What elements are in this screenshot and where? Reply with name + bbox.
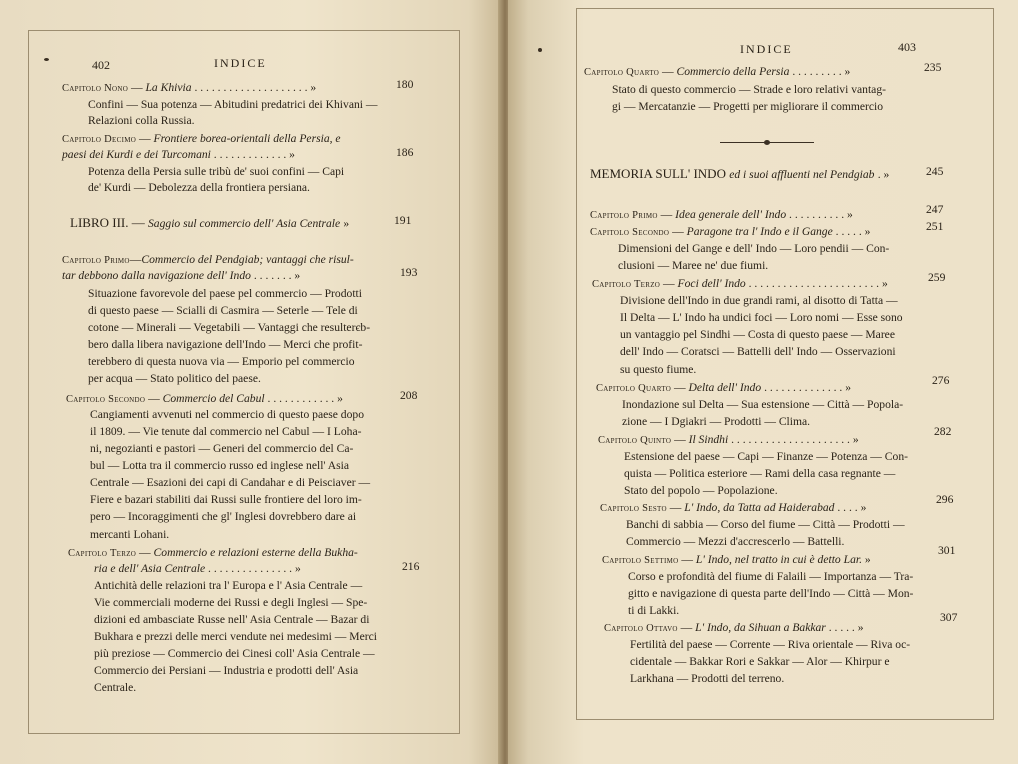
toc-description: ti di Lakki. xyxy=(628,604,680,617)
page-ref: 245 xyxy=(926,165,944,178)
toc-description: mercanti Lohani. xyxy=(90,528,170,541)
ink-spot xyxy=(538,48,542,52)
toc-description: su questo fiume. xyxy=(620,363,697,376)
toc-description: Antichità delle relazioni tra l' Europa e l' Asia Centrale — xyxy=(94,579,363,592)
toc-description: dizioni ed ambasciate Russe nell' Asia Centrale — Bazar di xyxy=(94,613,370,626)
page-ref: 301 xyxy=(938,544,956,557)
toc-description: Situazione favorevole del paese pel commercio — Prodotti xyxy=(88,287,362,300)
toc-description: Corso e profondità del fiume di Falaili — Importanza — Tra- xyxy=(628,570,914,583)
toc-description: pero — Incoraggimenti che gl' Inglesi dovrebbero dare ai xyxy=(90,510,357,523)
toc-description: più preziose — Commercio dei Cinesi coll' Asia Centrale — xyxy=(94,647,375,660)
toc-entry-heading[interactable]: Capitolo Nono — La Khivia . . . . . . . . . . . . . . . . . . . . » xyxy=(62,81,317,94)
toc-description: Cangiamenti avvenuti nel commercio di questo paese dopo xyxy=(90,408,364,421)
toc-description: quista — Politica esteriore — Rami della casa regnante — xyxy=(624,467,896,480)
page-ref: 251 xyxy=(926,220,944,233)
toc-description: terebbero di questa nuova via — Emporio pel commercio xyxy=(88,355,355,368)
toc-entry-heading-cont: ria e dell' Asia Centrale . . . . . . . . . . . . . . . » xyxy=(94,562,301,575)
toc-description: Vie commerciali moderne dei Russi e degli Inglesi — Spe- xyxy=(94,596,368,609)
page-ref: 186 xyxy=(396,146,414,159)
toc-description: gitto e navigazione di questa parte dell'Indo — Città — Mon- xyxy=(628,587,914,600)
toc-description: gi — Mercatanzie — Progetti per migliorare il commercio xyxy=(612,100,884,113)
toc-description: Banchi di sabbia — Corso del fiume — Città — Prodotti — xyxy=(626,518,905,531)
toc-description: un vantaggio pel Sindhi — Costa di questo paese — Maree xyxy=(620,328,895,341)
page-ref: 193 xyxy=(400,266,418,279)
toc-entry-heading[interactable]: Capitolo Quinto — Il Sindhi . . . . . . . . . . . . . . . . . . . . . » xyxy=(598,433,859,446)
page-ref: 247 xyxy=(926,203,944,216)
toc-description: Fertilità del paese — Corrente — Riva orientale — Riva oc- xyxy=(630,638,911,651)
toc-entry-heading[interactable]: Capitolo Terzo — Foci dell' Indo . . . . . . . . . . . . . . . . . . . . . . . » xyxy=(592,277,888,290)
toc-description: Commercio dei Persiani — Industria e prodotti dell' Asia xyxy=(94,664,359,677)
page-ref: 208 xyxy=(400,389,418,402)
toc-description: bul — Lotta tra il commercio russo ed inglese nell' Asia xyxy=(90,459,350,472)
page-header: INDICE xyxy=(214,56,267,70)
right-page xyxy=(508,0,1018,764)
toc-description: cidentale — Bakkar Rori e Sakkar — Alor — Khirpur e xyxy=(630,655,890,668)
page-ref: 296 xyxy=(936,493,954,506)
page-ref: 216 xyxy=(402,560,420,573)
toc-description: Dimensioni del Gange e dell' Indo — Loro pendii — Con- xyxy=(618,242,890,255)
toc-description: Potenza della Persia sulle tribù de' suoi confini — Capi xyxy=(88,165,345,178)
toc-description: Inondazione sul Delta — Sua estensione — Città — Popola- xyxy=(622,398,904,411)
page-ref: 259 xyxy=(928,271,946,284)
toc-entry-heading[interactable]: Capitolo Decimo — Frontiere borea-orientali della Persia, e xyxy=(62,132,341,145)
toc-description: Larkhana — Prodotti del terreno. xyxy=(630,672,785,685)
toc-entry-heading-cont: paesi dei Kurdi e dei Turcomani . . . . . . . . . . . . . » xyxy=(62,148,295,161)
ink-spot xyxy=(44,58,49,61)
toc-description: Fiere e bazari stabiliti dai Russi sulle frontiere del loro im- xyxy=(90,493,362,506)
toc-book-heading[interactable]: LIBRO III. — Saggio sul commercio dell' Asia Centrale » xyxy=(70,215,350,230)
toc-entry-heading[interactable]: Capitolo Quarto — Delta dell' Indo . . . . . . . . . . . . . . » xyxy=(596,381,852,394)
toc-entry-heading[interactable]: Capitolo Sesto — L' Indo, da Tatta ad Haiderabad . . . . » xyxy=(600,501,867,514)
ornamental-divider xyxy=(720,142,814,143)
toc-description: Relazioni colla Russia. xyxy=(88,114,195,127)
toc-description: il 1809. — Vie tenute dal commercio nel Cabul — I Loha- xyxy=(90,425,362,438)
page-number: 402 xyxy=(92,58,110,72)
toc-description: de' Kurdi — Debolezza della frontiera persiana. xyxy=(88,181,310,194)
toc-description: Stato di questo commercio — Strade e loro relativi vantag- xyxy=(612,83,886,96)
toc-description: Confini — Sua potenza — Abitudini predatrici dei Khivani — xyxy=(88,98,378,111)
toc-description: Stato del popolo — Popolazione. xyxy=(624,484,778,497)
page-number: 403 xyxy=(898,40,916,54)
toc-description: Estensione del paese — Capi — Finanze — Potenza — Con- xyxy=(624,450,908,463)
toc-description: dell' Indo — Coratsci — Battelli dell' Indo — Osservazioni xyxy=(620,345,896,358)
toc-description: Bukhara e prezzi delle merci vendute nei medesimi — Merci xyxy=(94,630,377,643)
toc-description: Divisione dell'Indo in due grandi rami, al disotto di Tatta — xyxy=(620,294,898,307)
toc-entry-heading[interactable]: Capitolo Ottavo — L' Indo, da Sihuan a Bakkar . . . . . » xyxy=(604,621,864,634)
toc-description: per acqua — Stato politico del paese. xyxy=(88,372,261,385)
toc-entry-heading[interactable]: Capitolo Secondo — Paragone tra l' Indo e il Gange . . . . . » xyxy=(590,225,871,238)
page-ref: 180 xyxy=(396,78,414,91)
toc-entry-heading[interactable]: Capitolo Terzo — Commercio e relazioni esterne della Bukha- xyxy=(68,546,358,559)
page-ref: 276 xyxy=(932,374,950,387)
page-ref: 282 xyxy=(934,425,952,438)
page-ref: 191 xyxy=(394,214,412,227)
page-ref: 235 xyxy=(924,61,942,74)
toc-description: ni, negozianti e pastori — Generi del commercio del Ca- xyxy=(90,442,354,455)
toc-entry-heading[interactable]: Capitolo Primo—Commercio del Pendgiab; vantaggi che risul- xyxy=(62,253,354,266)
toc-description: di questo paese — Scialli di Casmira — Seterle — Tele di xyxy=(88,304,358,317)
toc-description: Commercio — Mezzi d'accrescerlo — Battelli. xyxy=(626,535,845,548)
toc-book-heading[interactable]: MEMORIA SULL' INDO ed i suoi affluenti nel Pendgiab . » xyxy=(590,166,890,181)
toc-entry-heading[interactable]: Capitolo Settimo — L' Indo, nel tratto in cui è detto Lar. » xyxy=(602,553,871,566)
toc-description: bero dalla libera navigazione dell'Indo — Merci che profit- xyxy=(88,338,363,351)
toc-description: clusioni — Maree ne' due fiumi. xyxy=(618,259,769,272)
toc-entry-heading-cont: tar debbono dalla navigazione dell' Indo . . . . . . . » xyxy=(62,269,301,282)
toc-description: zione — I Dgiakri — Prodotti — Clima. xyxy=(622,415,811,428)
left-page xyxy=(0,0,504,764)
toc-entry-heading[interactable]: Capitolo Primo — Idea generale dell' Indo . . . . . . . . . . » xyxy=(590,208,853,221)
toc-entry-heading[interactable]: Capitolo Secondo — Commercio del Cabul . . . . . . . . . . . . » xyxy=(66,392,343,405)
toc-description: Il Delta — L' Indo ha undici foci — Loro nomi — Esse sono xyxy=(620,311,903,324)
toc-description: cotone — Minerali — Vegetabili — Vantaggi che resulterєb- xyxy=(88,321,371,334)
page-ref: 307 xyxy=(940,611,958,624)
page-header: INDICE xyxy=(740,42,793,56)
toc-entry-heading[interactable]: Capitolo Quarto — Commercio della Persia . . . . . . . . . » xyxy=(584,65,851,78)
toc-description: Centrale. xyxy=(94,681,137,694)
toc-description: Centrale — Esazioni dei capi di Candahar e di Peisciaver — xyxy=(90,476,371,489)
